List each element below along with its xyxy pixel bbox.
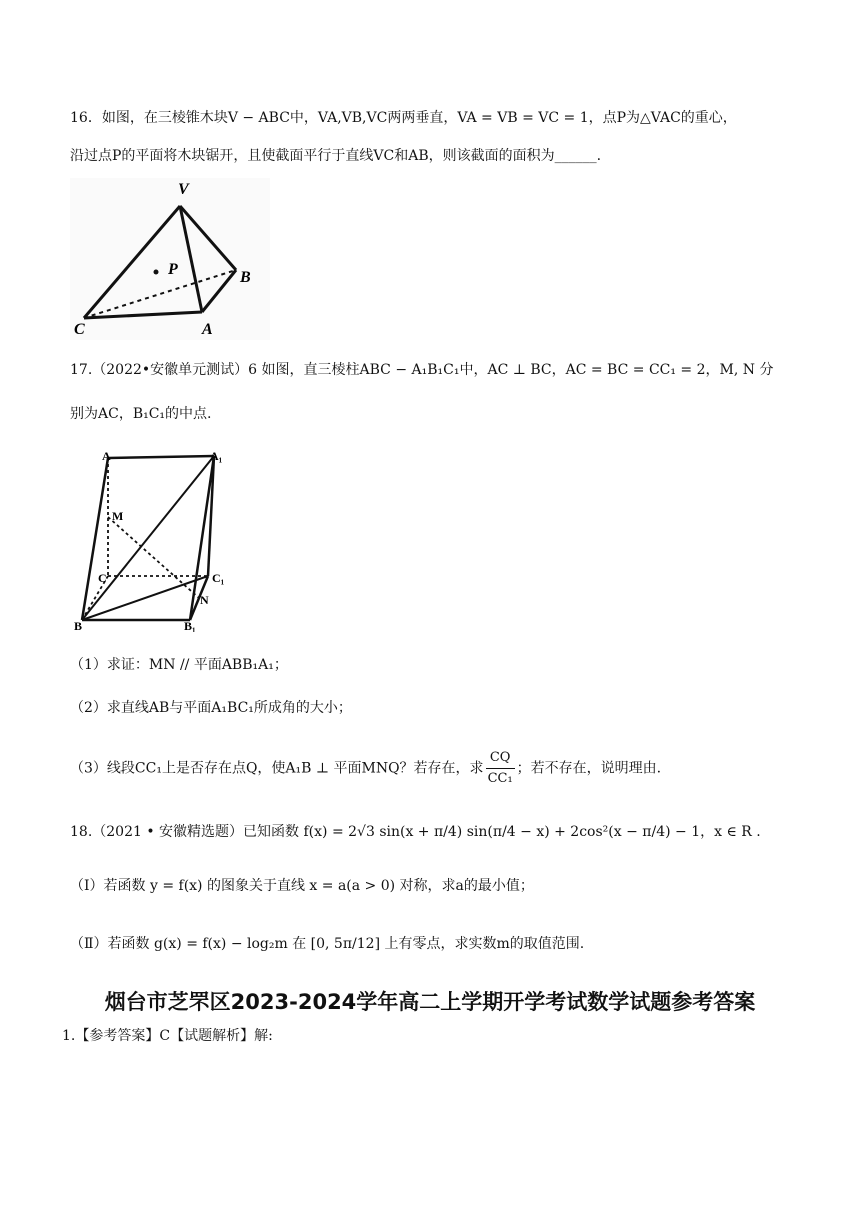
- q17-part3-text-b: ；若不存在，说明理由.: [516, 760, 662, 777]
- label-c: C: [98, 571, 107, 585]
- label-a1: A₁: [210, 449, 223, 463]
- q17-part2: （2）求直线AB与平面A₁BC₁所成角的大小；: [70, 700, 352, 716]
- fraction-denominator: CC₁: [487, 771, 513, 786]
- answer-section-title: 烟台市芝罘区2023-2024学年高二上学期开学考试数学试题参考答案: [104, 990, 756, 1014]
- answer-1: 1.【参考答案】C【试题解析】解:: [62, 1028, 273, 1044]
- fraction-numerator: CQ: [486, 748, 515, 769]
- label-n: N: [200, 593, 209, 607]
- q17-part3: [70, 748, 800, 789]
- q18-part1: （Ⅰ）若函数 y = f(x) 的图象关于直线 x = a(a > 0) 对称，求a的最小值；: [70, 878, 534, 894]
- q17-line1: 17.（2022•安徽单元测试）6 如图，直三棱柱ABC − A₁B₁C₁中，AC ⊥ BC，AC = BC = CC₁ = 2，M, N 分: [70, 362, 774, 378]
- q17-part1: （1）求证：MN // 平面ABB₁A₁；: [70, 657, 288, 673]
- q17-part3-fraction: [486, 748, 515, 789]
- q18-line1: 18.（2021 • 安徽精选题）已知函数 f(x) = 2√3 sin(x + π/4) sin(π/4 − x) + 2cos²(x − π/4) − 1，x ∈ R .: [70, 824, 761, 840]
- label-b: B: [74, 619, 83, 632]
- label-a: A: [102, 449, 111, 463]
- label-c1: C₁: [212, 571, 225, 585]
- q16-line1: 16．如图，在三棱锥木块V − ABC中，VA,VB,VC两两垂直，VA = VB = VC = 1，点P为△VAC的重心，: [70, 110, 737, 126]
- label-c: C: [74, 321, 85, 338]
- label-v: V: [178, 181, 189, 198]
- label-a: A: [202, 321, 213, 338]
- pyramid-figure: [70, 178, 270, 340]
- q17-line2: 别为AC，B₁C₁的中点.: [70, 406, 212, 422]
- q17-part3-text-a: （3）线段CC₁上是否存在点Q，使A₁B ⊥ 平面MNQ？若存在，求: [70, 760, 484, 777]
- label-p: P: [168, 261, 178, 278]
- label-m: M: [112, 509, 124, 523]
- prism-figure: [74, 444, 234, 632]
- label-b1: B₁: [184, 619, 196, 632]
- q18-part2: （Ⅱ）若函数 g(x) = f(x) − log₂m 在 [0, 5π/12] 上有零点，求实数m的取值范围.: [70, 936, 585, 952]
- label-b: B: [240, 269, 251, 286]
- q16-line2: 沿过点P的平面将木块锯开，且使截面平行于直线VC和AB，则该截面的面积为______.: [70, 148, 602, 164]
